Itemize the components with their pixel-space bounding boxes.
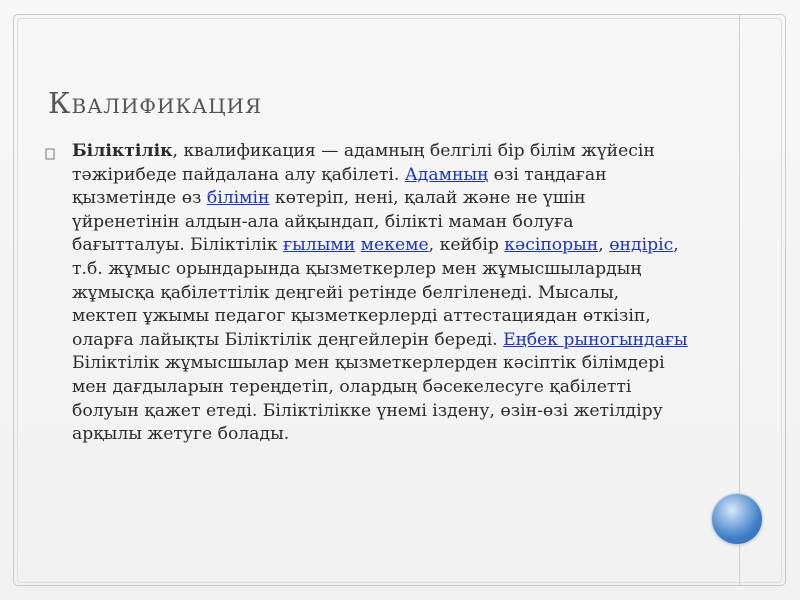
text-segment: , квалификация — адамның белгілі бір білім жүйесін тәжірибеде пайдалана алу қабілеті. xyxy=(72,141,655,185)
text-segment: , xyxy=(598,235,610,256)
text-link[interactable]: кәсіпорын xyxy=(504,235,599,256)
text-link[interactable]: Адамның xyxy=(404,164,489,185)
blue-orb-icon xyxy=(712,494,762,544)
body-paragraph xyxy=(72,140,690,447)
text-link[interactable]: білімін xyxy=(206,188,270,209)
text-segment: , кейбір xyxy=(428,235,505,256)
text-link[interactable]: мекеме xyxy=(360,235,429,256)
slide-title: Квалификация xyxy=(48,86,263,120)
text-segment: , т.б. жұмыс орындарында қызметкерлер мен жұмысшылардың жұмысқа қабілеттілік деңгейі ретінде белгіленеді. Мысалы, мектеп ұжымы педагог қызметкерлерді аттестациядан өткізіп, оларға лайықты Біліктілік деңгейлерін береді. xyxy=(72,235,679,350)
text-link[interactable]: ғылыми xyxy=(283,235,356,256)
text-link[interactable]: өндіріс xyxy=(609,235,674,256)
text-link[interactable]: Еңбек рыногындағы xyxy=(503,329,688,350)
text-segment: көтеріп, нені, қалай және не үшін үйренетінін алдын-ала айқындап, білікті маман болуға бағытталуы. Біліктілік xyxy=(72,188,586,256)
text-segment: өзі таңдаған қызметінде өз xyxy=(72,164,607,209)
bullet-box-icon xyxy=(45,148,56,160)
text-segment: Біліктілік жұмысшылар мен қызметкерлерден кәсіптік білімдері мен дағдыларын тереңдетіп, олардың бәсекелесуге қабілетті болуын қажет етеді. Біліктілікке үнемі іздену, өзін-өзі жетілдіру арқылы жетуге болады. xyxy=(72,353,665,445)
bold-term: Біліктілік xyxy=(72,141,173,161)
bullet-item xyxy=(45,140,690,447)
